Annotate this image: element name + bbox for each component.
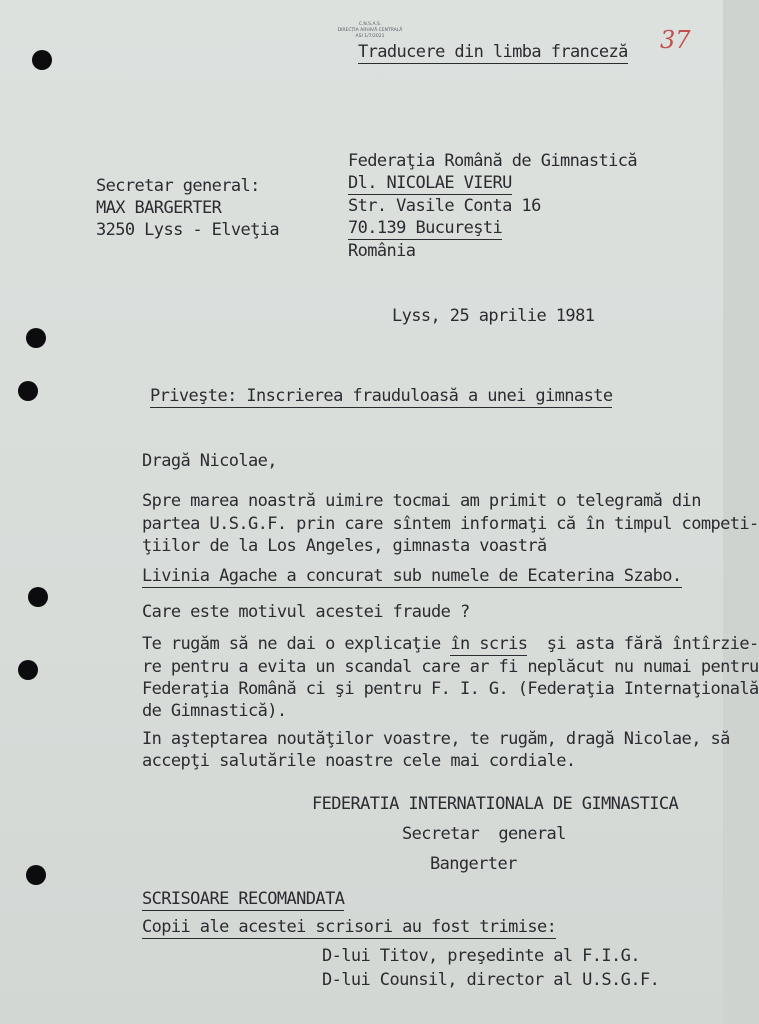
- body-line: şi asta fără întîrzie-: [527, 634, 759, 654]
- signature-title: Secretar general: [402, 824, 566, 844]
- recipient-line: Federaţia Română de Gimnastică: [348, 151, 638, 171]
- subject-line: Priveşte: Inscrierea frauduloasă a unei gimnaste: [150, 386, 613, 406]
- archive-stamp-line: ASI 1/7/2021: [355, 34, 385, 39]
- signature-name: Bangerter: [430, 854, 517, 874]
- registered-letter-note: SCRISOARE RECOMANDATA: [142, 889, 345, 909]
- recipient-line: România: [348, 241, 416, 261]
- binder-hole: [26, 865, 46, 885]
- translation-note: Traducere din limba franceză: [358, 42, 628, 62]
- highlighted-body-line: Livinia Agache a concurat sub numele de Ecaterina Szabo.: [142, 566, 682, 586]
- sender-line: 3250 Lyss - Elveţia: [96, 220, 280, 240]
- archive-stamp: [330, 22, 410, 40]
- signature-org: FEDERATIA INTERNATIONALA DE GIMNASTICA: [312, 794, 679, 814]
- archive-stamp-line: DIRECȚIA ARHIVĂ CENTRALĂ: [337, 28, 403, 33]
- binder-hole: [18, 381, 38, 401]
- copy-recipient: D-lui Titov, preşedinte al F.I.G.: [322, 946, 640, 966]
- body-line: ţiilor de la Los Angeles, gimnasta voastră: [142, 536, 547, 556]
- binder-hole: [26, 328, 46, 348]
- sender-line: Secretar general:: [96, 176, 260, 196]
- body-line: de Gimnastică).: [142, 701, 287, 721]
- archive-stamp-line: C.N.S.A.S.: [358, 22, 382, 27]
- body-line: accepţi salutările noastre cele mai cordiale.: [142, 751, 576, 771]
- body-line: In aşteptarea noutăţilor voastre, te rugăm, dragă Nicolae, să: [142, 729, 730, 749]
- page-number: 37: [660, 26, 691, 54]
- in-writing-emphasis: în scris: [450, 634, 528, 654]
- body-line: Federaţia Română ci şi pentru F. I. G. (Federaţia Internaţională: [142, 679, 759, 699]
- binder-hole: [32, 50, 52, 70]
- copy-recipient: D-lui Counsil, director al U.S.G.F.: [322, 970, 660, 990]
- recipient-line: Dl. NICOLAE VIERU: [348, 173, 512, 193]
- sender-line: MAX BARGERTER: [96, 198, 222, 218]
- recipient-line: 70.139 Bucureşti: [348, 218, 503, 238]
- salutation: Dragă Nicolae,: [142, 451, 277, 471]
- copies-label: Copii ale acestei scrisori au fost trimise:: [142, 917, 557, 937]
- date-line: Lyss, 25 aprilie 1981: [392, 306, 595, 326]
- body-line: Care este motivul acestei fraude ?: [142, 602, 470, 622]
- binder-hole: [28, 587, 48, 607]
- body-line: Spre marea noastră uimire tocmai am primit o telegramă din: [142, 491, 701, 511]
- body-line: partea U.S.G.F. prin care sîntem informaţi că în timpul competi-: [142, 514, 759, 534]
- body-line: Te rugăm să ne dai o explicaţie: [142, 634, 451, 654]
- binder-hole: [18, 660, 38, 680]
- recipient-line: Str. Vasile Conta 16: [348, 196, 541, 216]
- body-line: re pentru a evita un scandal care ar fi neplăcut nu numai pentru: [142, 657, 759, 677]
